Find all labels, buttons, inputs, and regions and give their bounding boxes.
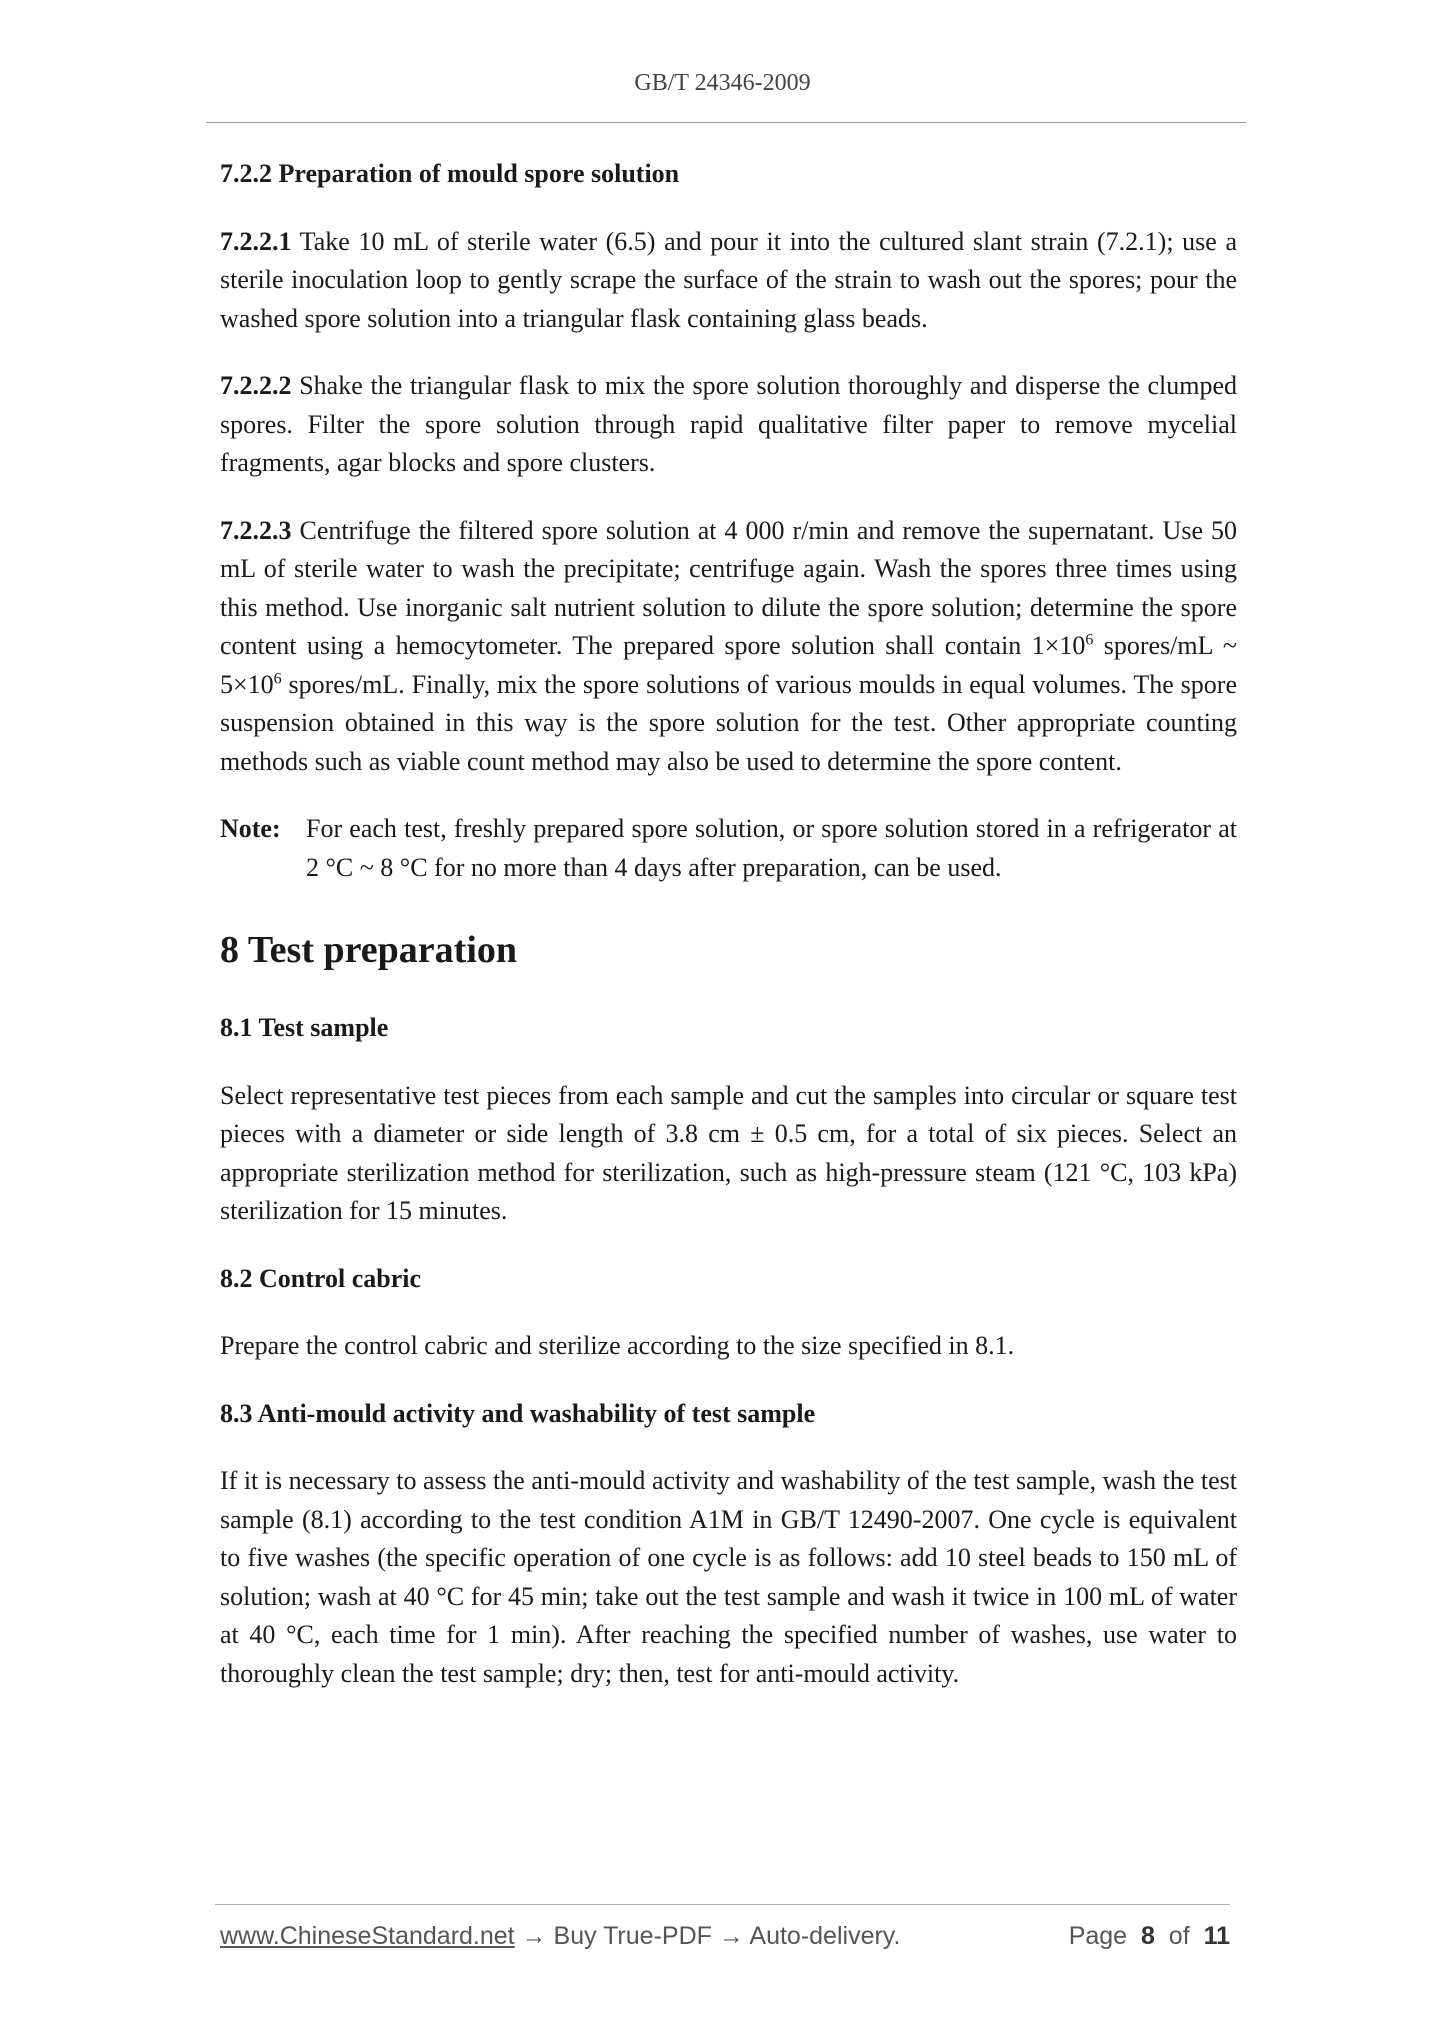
clause-number: 7.2.2.1 <box>220 226 292 256</box>
footer-promo <box>220 1922 900 1951</box>
section-heading-8-3: 8.3 Anti-mould activity and washability of test sample <box>220 1398 816 1428</box>
section-heading-8: 8 Test preparation <box>220 929 518 971</box>
section-heading-7-2-2: 7.2.2 Preparation of mould spore solution <box>220 159 680 188</box>
clause-text-c: spores/mL. Finally, mix the spore solutions of various moulds in equal volumes. The spore suspension obtained in this way is the spore solution for the test. Other appropriate counting methods such as viable count method may also be used to determine the spore content. <box>220 669 1237 776</box>
exponent: 6 <box>273 669 282 687</box>
footer-divider <box>215 1904 1230 1905</box>
document-body <box>220 155 1237 1693</box>
clause-text-a: Centrifuge the filtered spore solution at 4 000 r/min and remove the supernatant. Use 50 mL of sterile water to wash the precipitate; centrifuge again. Wash the spores three times using this method. Use inorganic salt nutrient solution to dilute the spore solution; determine the spore content using a hemocytometer. The prepared spore solution shall contain 1×10 <box>220 515 1237 660</box>
clause-number: 7.2.2.2 <box>220 371 292 400</box>
website-link[interactable]: www.ChineseStandard.net <box>220 1922 515 1950</box>
page-indicator <box>1069 1922 1230 1951</box>
standard-code-header: GB/T 24346-2009 <box>634 70 811 96</box>
section-heading-8-2: 8.2 Control cabric <box>220 1263 421 1293</box>
note-block <box>220 810 1237 887</box>
page-word: Page <box>1068 1922 1128 1950</box>
page-of: of <box>1168 1922 1190 1950</box>
note-label: Note: <box>220 814 281 843</box>
clause-text: Shake the triangular flask to mix the spore solution thoroughly and disperse the clumped spores. Filter the spore solution through rapid qualitative filter paper to remove mycelial fragments, agar blocks and spore clusters. <box>220 371 1238 477</box>
paragraph-7-2-2-1 <box>220 223 1237 339</box>
section-heading-8-1: 8.1 Test sample <box>220 1013 389 1042</box>
header-divider <box>206 122 1246 123</box>
paragraph-8-1: Select representative test pieces from each sample and cut the samples into circular or square test pieces with a diameter or side length of 3.8 cm ± 0.5 cm, for a total of six pieces. Select an appropriate sterilization method for sterilization, such as high-pressure steam (121 °C, 103 kPa) sterilization for 15 minutes. <box>220 1080 1237 1225</box>
promo-text: → Buy True-PDF → Auto-delivery. <box>514 1922 901 1950</box>
paragraph-8-2: Prepare the control cabric and sterilize according to the size specified in 8.1. <box>220 1331 1015 1360</box>
clause-text: Take 10 mL of sterile water (6.5) and pour it into the cultured slant strain (7.2.1); use a sterile inoculation loop to gently scrape the surface of the strain to wash out the spores; pour the washed spore solution into a triangular flask containing glass beads. <box>220 226 1238 333</box>
page-footer <box>220 1922 1230 1951</box>
note-text: For each test, freshly prepared spore solution, or spore solution stored in a refrigerator at 2 °C ~ 8 °C for no more than 4 days after preparation, can be used. <box>306 814 1237 882</box>
page-total: 11 <box>1203 1922 1230 1950</box>
clause-number: 7.2.2.3 <box>220 515 292 545</box>
paragraph-7-2-2-2 <box>220 367 1237 483</box>
exponent: 6 <box>1085 631 1094 649</box>
clause-text-b: spores/mL ~ 5×10 <box>220 631 1237 699</box>
paragraph-8-3: If it is necessary to assess the anti-mould activity and washability of the test sample, wash the test sample (8.1) according to the test condition A1M in GB/T 12490-2007. One cycle is equivalent to five washes (the specific operation of one cycle is as follows: add 10 steel beads to 150 mL of solution; wash at 40 °C for 45 min; take out the test sample and wash it twice in 100 mL of water at 40 °C, each time for 1 min). After reaching the specified number of washes, use water to thoroughly clean the test sample; dry; then, test for anti-mould activity. <box>220 1466 1237 1688</box>
paragraph-7-2-2-3 <box>220 512 1237 782</box>
page-current: 8 <box>1140 1922 1155 1950</box>
